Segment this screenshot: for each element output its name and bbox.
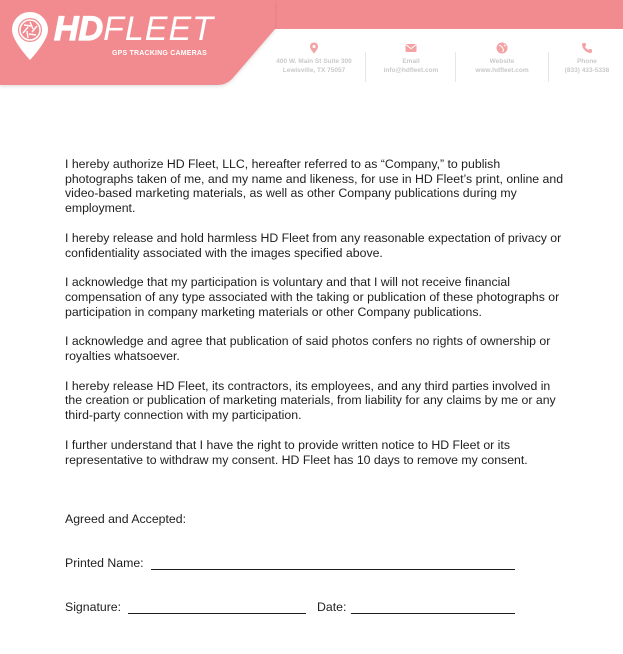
contact-divider xyxy=(365,52,366,82)
agreed-accepted-label: Agreed and Accepted: xyxy=(65,512,187,526)
release-form-body xyxy=(65,157,570,482)
printed-name-label: Printed Name: xyxy=(65,556,144,570)
paragraph-privacy-release: I hereby release and hold harmless HD Fleet from any reasonable expectation of privacy or confidentiality associated with the images specified above. xyxy=(65,230,562,260)
contact-website-label: Website xyxy=(489,58,515,65)
phone-icon xyxy=(581,42,593,54)
contact-email-value[interactable]: info@hdfleet.com xyxy=(383,67,439,74)
paragraph-voluntary: I acknowledge that my participation is voluntary and that I will not receive financial compensation of any type associated with the taking or publication of these photographs or participation in company marketing materials or other Company publications. xyxy=(65,275,560,319)
contact-address-line1: 400 W. Main St Suite 300 xyxy=(276,58,352,65)
paragraph-no-rights: I acknowledge and agree that publication of said photos confers no rights of ownership or royalties whatsoever. xyxy=(65,334,551,364)
signature-label: Signature: xyxy=(65,600,122,614)
paragraph-withdraw-consent: I further understand that I have the right to provide written notice to HD Fleet or its representative to withdraw my consent. HD Fleet has 10 days to remove my consent. xyxy=(65,437,528,467)
map-pin-icon xyxy=(308,42,320,54)
brand-tagline: GPS TRACKING CAMERAS xyxy=(112,50,208,57)
date-label: Date: xyxy=(317,600,347,614)
contact-email-label: Email xyxy=(402,58,420,65)
brand-wordmark-light: FLEET xyxy=(103,10,214,48)
brand-wordmark-bold: HD xyxy=(54,10,104,48)
contact-phone[interactable] xyxy=(551,42,623,75)
envelope-icon xyxy=(405,42,417,54)
camera-pin-logo-icon xyxy=(11,11,49,61)
contact-phone-value[interactable]: (833) 433-5338 xyxy=(564,67,610,74)
signature-field[interactable] xyxy=(128,613,306,614)
contact-website-value[interactable]: www.hdfleet.com xyxy=(475,67,529,74)
printed-name-field[interactable] xyxy=(151,569,515,570)
contact-email[interactable] xyxy=(368,42,454,75)
letterhead xyxy=(0,0,623,92)
paragraph-authorization: I hereby authorize HD Fleet, LLC, hereafter referred to as “Company,” to publish photographs taken of me, and my name and likeness, for use in HD Fleet’s print, online and video-based marketing materials, as well as other Company publications during my employment. xyxy=(65,157,564,216)
contact-address-line2: Lewisville, TX 75057 xyxy=(282,67,346,74)
brand-wordmark xyxy=(54,12,214,46)
date-field[interactable] xyxy=(351,613,515,614)
paragraph-liability-release: I hereby release HD Fleet, its contractors, its employees, and any third parties involved in the creation or publication of marketing materials, from liability for any claims by me or any third-party connection with my participation. xyxy=(65,378,556,423)
globe-icon xyxy=(496,42,508,54)
contact-phone-label: Phone xyxy=(577,58,597,65)
contact-website[interactable] xyxy=(458,42,546,75)
contact-address xyxy=(268,42,360,75)
contact-divider xyxy=(548,52,549,82)
contact-divider xyxy=(455,52,456,82)
